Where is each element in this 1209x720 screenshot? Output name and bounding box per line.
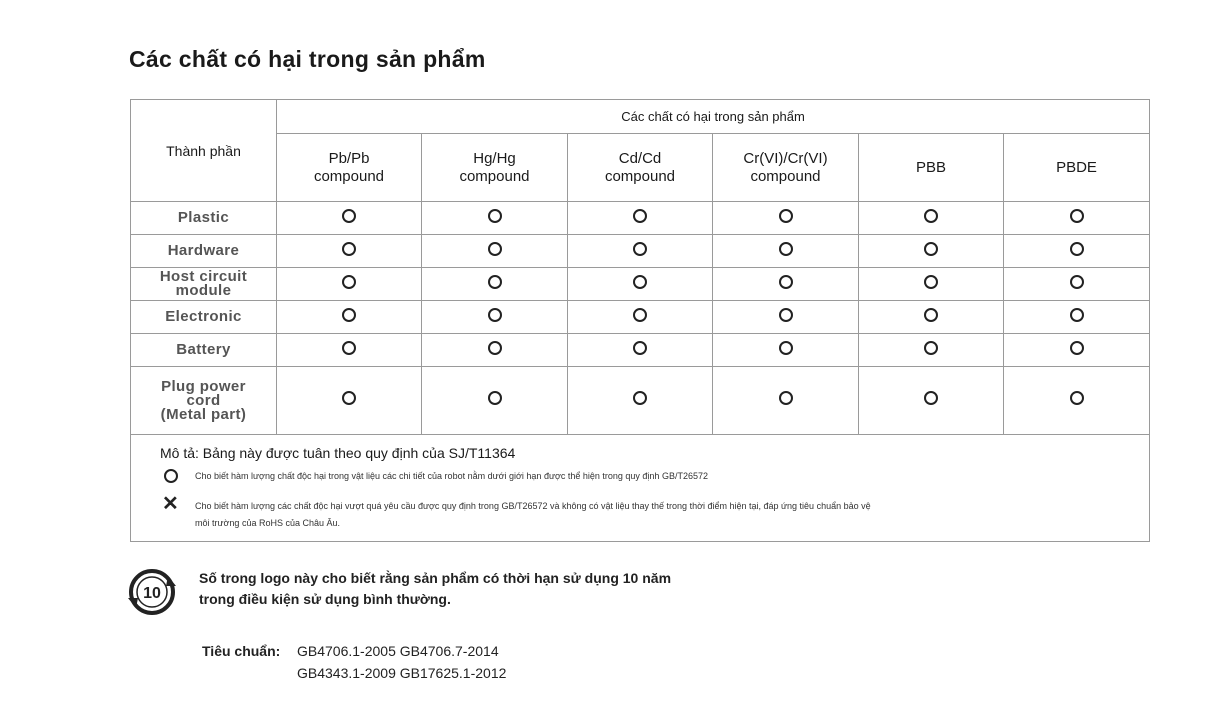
circle-mark-icon (342, 308, 356, 322)
substance-header: PBDE (1004, 134, 1150, 202)
circle-mark-icon (1070, 308, 1084, 322)
notes-title: Mô tả: Bảng này được tuân theo quy định của SJ/T11364 (160, 445, 516, 461)
circle-mark-icon (779, 308, 793, 322)
circle-mark-icon (488, 209, 502, 223)
circle-mark-icon (779, 242, 793, 256)
circle-mark-icon (779, 275, 793, 289)
circle-mark-icon (633, 341, 647, 355)
legend-circle-text: Cho biết hàm lượng chất độc hại trong vật liệu các chi tiết của robot nằm dưới giới hạn được thể hiện trong quy định GB/T26572 (195, 471, 708, 481)
circle-mark-icon (342, 275, 356, 289)
component-label: Battery (131, 334, 277, 367)
substance-header: Cd/Cd compound (568, 134, 713, 202)
circle-mark-icon (1070, 209, 1084, 223)
circle-mark-icon (924, 341, 938, 355)
table-row (131, 301, 1150, 334)
circle-mark-icon (488, 308, 502, 322)
component-label: Host circuit module (131, 268, 277, 301)
table-row (131, 202, 1150, 235)
legend-cross-icon: ✕ (162, 493, 179, 515)
circle-mark-icon (1070, 341, 1084, 355)
circle-mark-icon (488, 341, 502, 355)
circle-mark-icon (779, 209, 793, 223)
table-row (131, 334, 1150, 367)
circle-mark-icon (924, 242, 938, 256)
legend-cross-text: Cho biết hàm lượng các chất độc hại vượt quá yêu cầu được quy định trong GB/T26572 và không có vật liệu thay thế trong thời điểm hiện tại, đáp ứng tiêu chuẩn bảo vệ môi trường của RoHS của Châu Âu. (195, 501, 871, 528)
substance-header: Hg/Hg compound (422, 134, 568, 202)
circle-mark-icon (633, 275, 647, 289)
circle-mark-icon (1070, 275, 1084, 289)
legend-circle-icon (164, 469, 178, 483)
circle-mark-icon (488, 242, 502, 256)
circle-mark-icon (342, 341, 356, 355)
logo-number: 10 (143, 585, 161, 602)
circle-mark-icon (1070, 242, 1084, 256)
page-title: Các chất có hại trong sản phẩm (129, 46, 486, 72)
circle-mark-icon (924, 391, 938, 405)
table-row (131, 268, 1150, 301)
circle-mark-icon (342, 391, 356, 405)
hazardous-substances-table (130, 99, 1150, 542)
substances-group-header: Các chất có hại trong sản phẩm (277, 100, 1150, 134)
component-label: Plug power cord (Metal part) (131, 367, 277, 435)
circle-mark-icon (1070, 391, 1084, 405)
component-label: Electronic (131, 301, 277, 334)
standards-line-1: GB4706.1-2005 GB4706.7-2014 (297, 643, 499, 659)
circle-mark-icon (342, 209, 356, 223)
circle-mark-icon (488, 275, 502, 289)
notes-section (131, 435, 1150, 542)
environmental-protection-use-period-logo-icon (126, 566, 178, 618)
component-label: Hardware (131, 235, 277, 268)
component-label: Plastic (131, 202, 277, 235)
table-row (131, 367, 1150, 435)
circle-mark-icon (779, 341, 793, 355)
logo-description: Số trong logo này cho biết rằng sản phẩm có thời hạn sử dụng 10 năm trong điều kiện sử dụng bình thường. (199, 570, 672, 607)
substance-header: Pb/Pb compound (277, 134, 422, 202)
substance-header: PBB (859, 134, 1004, 202)
circle-mark-icon (924, 209, 938, 223)
table-row (131, 235, 1150, 268)
circle-mark-icon (633, 391, 647, 405)
circle-mark-icon (633, 242, 647, 256)
standards-label: Tiêu chuẩn: (202, 643, 281, 659)
circle-mark-icon (924, 308, 938, 322)
standards-line-2: GB4343.1-2009 GB17625.1-2012 (297, 665, 507, 681)
circle-mark-icon (633, 209, 647, 223)
circle-mark-icon (488, 391, 502, 405)
circle-mark-icon (924, 275, 938, 289)
circle-mark-icon (779, 391, 793, 405)
component-header: Thành phần (131, 100, 277, 202)
circle-mark-icon (342, 242, 356, 256)
substance-header: Cr(VI)/Cr(VI) compound (713, 134, 859, 202)
circle-mark-icon (633, 308, 647, 322)
